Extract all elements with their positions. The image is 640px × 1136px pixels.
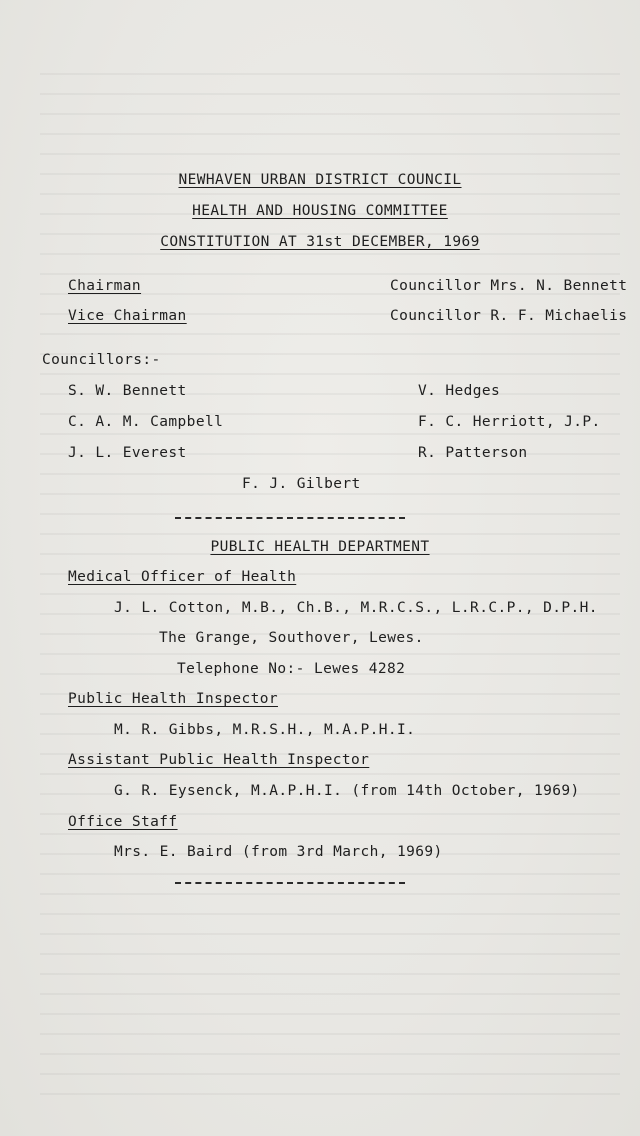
councillor-left-2: C. A. M. Campbell xyxy=(68,414,224,430)
vice-chairman-name: Councillor R. F. Michaelis xyxy=(390,308,628,324)
councillor-left-1: S. W. Bennett xyxy=(68,383,187,399)
department-heading: PUBLIC HEALTH DEPARTMENT xyxy=(210,539,430,555)
moh-address: The Grange, Southover, Lewes. xyxy=(159,630,424,646)
councillor-left-3: J. L. Everest xyxy=(68,445,187,461)
phi-title: Public Health Inspector xyxy=(68,691,278,707)
chairman-label: Chairman xyxy=(68,278,142,294)
councillors-heading: Councillors:- xyxy=(42,352,161,368)
constitution-title: CONSTITUTION AT 31st DECEMBER, 1969 xyxy=(160,234,480,250)
councillor-right-3: R. Patterson xyxy=(418,445,528,461)
aphi-name: G. R. Eysenck, M.A.P.H.I. (from 14th October, 1969) xyxy=(114,783,580,799)
phi-name: M. R. Gibbs, M.R.S.H., M.A.P.H.I. xyxy=(114,722,416,738)
moh-name: J. L. Cotton, M.B., Ch.B., M.R.C.S., L.R.C.P., D.P.H. xyxy=(114,600,598,616)
office-staff-title: Office Staff xyxy=(68,814,178,830)
councillor-right-1: V. Hedges xyxy=(418,383,501,399)
chairman-name: Councillor Mrs. N. Bennett xyxy=(390,278,628,294)
councillor-right-2: F. C. Herriott, J.P. xyxy=(418,414,601,430)
office-staff-name: Mrs. E. Baird (from 3rd March, 1969) xyxy=(114,844,443,860)
moh-phone: Telephone No:- Lewes 4282 xyxy=(177,661,406,677)
committee-title: HEALTH AND HOUSING COMMITTEE xyxy=(192,203,448,219)
aphi-title: Assistant Public Health Inspector xyxy=(68,752,370,768)
divider-top xyxy=(175,517,405,519)
divider-bottom xyxy=(175,882,405,884)
moh-title: Medical Officer of Health xyxy=(68,569,297,585)
council-title: NEWHAVEN URBAN DISTRICT COUNCIL xyxy=(178,172,462,188)
councillor-centre: F. J. Gilbert xyxy=(242,476,361,492)
vice-chairman-label: Vice Chairman xyxy=(68,308,187,324)
